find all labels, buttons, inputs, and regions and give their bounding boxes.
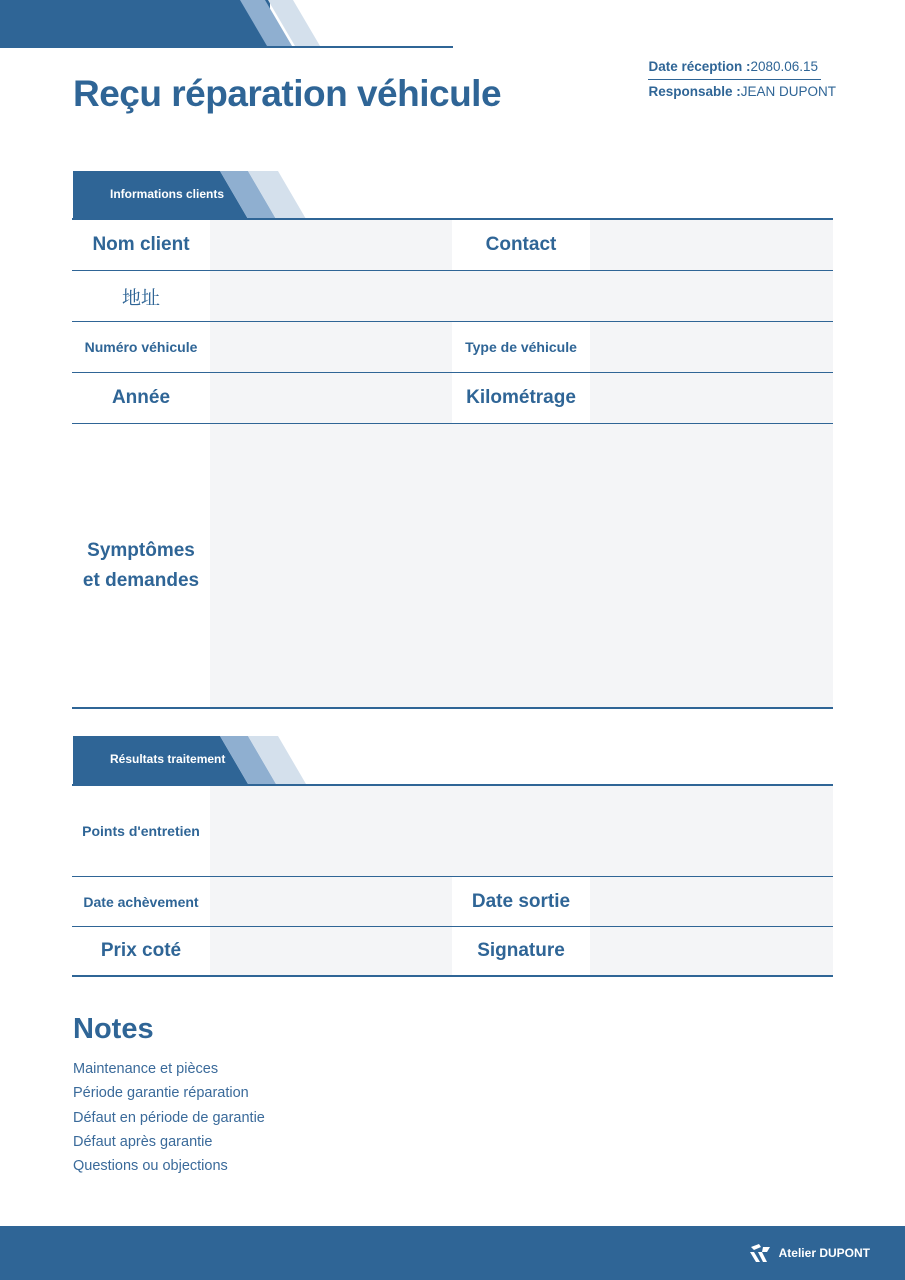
symptoms-field[interactable] (210, 424, 833, 707)
address-label: 地址 (72, 271, 210, 321)
exit-date-label: Date sortie (452, 877, 590, 926)
notes-title: Notes (73, 1013, 154, 1045)
client-name-label: Nom client (72, 220, 210, 270)
contact-field[interactable] (590, 220, 833, 270)
brand-name: Atelier DUPONT (778, 1246, 870, 1260)
completion-date-field[interactable] (210, 877, 452, 926)
vehicle-type-field[interactable] (590, 322, 833, 372)
completion-date-label: Date achèvement (72, 877, 210, 926)
notes-list (73, 1057, 265, 1178)
page-title: Reçu réparation véhicule (73, 73, 502, 114)
manager-value: JEAN DUPONT (740, 84, 836, 99)
mileage-field[interactable] (590, 373, 833, 423)
top-decor-stripes (240, 0, 330, 46)
results-form (72, 784, 833, 977)
form-row (72, 424, 833, 707)
year-field[interactable] (210, 373, 452, 423)
form-row (72, 927, 833, 975)
note-item: Défaut après garantie (73, 1133, 213, 1150)
vehicle-number-field[interactable] (210, 322, 452, 372)
address-field[interactable] (210, 271, 833, 321)
client-tab-label: Informations clients (110, 187, 225, 201)
form-row (72, 373, 833, 424)
quoted-price-label: Prix coté (72, 927, 210, 975)
maintenance-points-label: Points d'entretien (72, 786, 210, 876)
signature-label: Signature (452, 927, 590, 975)
form-row (72, 786, 833, 877)
note-item: Maintenance et pièces (73, 1061, 219, 1077)
mileage-label: Kilométrage (452, 373, 590, 423)
manager-label: Responsable : (648, 84, 741, 99)
manager (648, 80, 836, 104)
top-divider (0, 46, 453, 48)
quoted-price-field[interactable] (210, 927, 452, 975)
note-item: Questions ou objections (73, 1158, 228, 1175)
note-item: Défaut en période de garantie (73, 1109, 265, 1126)
results-section-tab (73, 736, 313, 784)
form-row (72, 877, 833, 927)
form-row (72, 322, 833, 373)
vehicle-number-label: Numéro véhicule (72, 322, 210, 372)
client-section-tab (73, 171, 313, 219)
symptoms-label: Symptômes et demandes (72, 424, 210, 707)
note-item: Période garantie réparation (73, 1085, 249, 1102)
year-label: Année (72, 373, 210, 423)
reception-date-value: 2080.06.15 (750, 59, 819, 74)
receipt-meta (648, 55, 836, 104)
client-name-field[interactable] (210, 220, 452, 270)
footer-bar (0, 1226, 905, 1280)
client-info-form (72, 218, 833, 709)
workshop-logo-icon (749, 1243, 771, 1263)
reception-date-label: Date réception : (648, 59, 751, 74)
vehicle-type-label: Type de véhicule (452, 322, 590, 372)
form-row (72, 271, 833, 322)
top-banner (0, 0, 270, 48)
results-tab-label: Résultats traitement (110, 752, 226, 766)
form-row (72, 220, 833, 271)
exit-date-field[interactable] (590, 877, 833, 926)
footer-brand (749, 1243, 870, 1263)
signature-field[interactable] (590, 927, 833, 975)
reception-date (648, 55, 821, 80)
contact-label: Contact (452, 220, 590, 270)
maintenance-points-field[interactable] (210, 786, 833, 876)
